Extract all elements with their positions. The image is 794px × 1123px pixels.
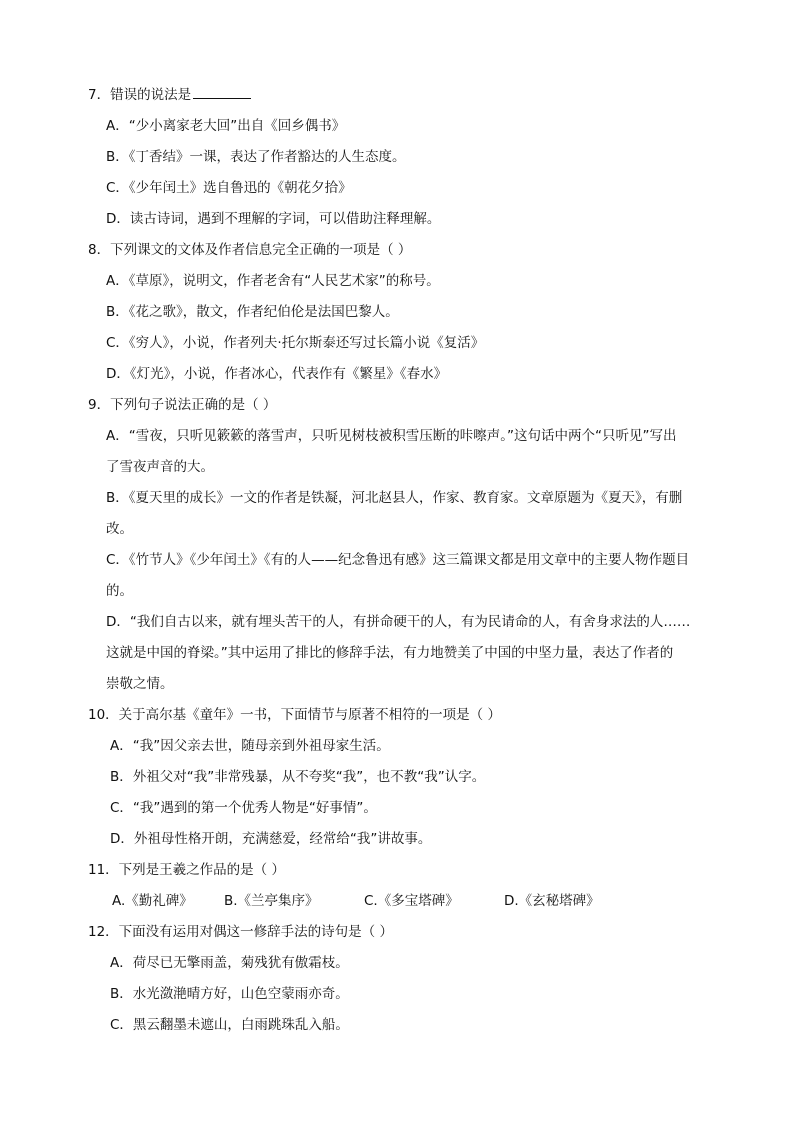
question-10-option-a: A．“我”因父亲去世，随母亲到外祖母家生活。 xyxy=(110,738,390,754)
question-11-options-row xyxy=(88,886,714,917)
question-12 xyxy=(88,917,714,1041)
question-11 xyxy=(88,855,714,917)
question-7-stem-text: 7．错误的说法是 xyxy=(88,87,192,103)
question-11-option-a: A.《勤礼碑》 xyxy=(112,893,193,909)
question-12-option-a: A．荷尽已无擎雨盖，菊残犹有傲霜枝。 xyxy=(110,955,349,971)
question-9-option-c-line-1: C．《竹节人》《少年闰土》《有的人——纪念鲁迅有感》这三篇课文都是用文章中的主要人物作题目 xyxy=(106,552,690,568)
question-7-option-b: B．《丁香结》一课，表达了作者豁达的人生态度。 xyxy=(106,149,406,165)
question-9-option-d-line-2: 这就是中国的脊梁。”其中运用了排比的修辞手法，有力地赞美了中国的中坚力量，表达了作者的 xyxy=(106,645,674,661)
question-10-option-b: B．外祖父对“我”非常残暴，从不夸奖“我”，也不教“我”认字。 xyxy=(110,769,486,785)
question-10-stem: 10．关于高尔基《童年》一书，下面情节与原著不相符的一项是（ ） xyxy=(88,707,501,723)
question-8-option-d: D．《灯光》，小说，作者冰心，代表作有《繁星》《春水》 xyxy=(106,366,448,382)
question-11-stem: 11．下列是王羲之作品的是（ ） xyxy=(88,862,285,878)
question-12-option-b: B．水光潋滟晴方好，山色空蒙雨亦奇。 xyxy=(110,986,349,1002)
question-10 xyxy=(88,700,714,855)
question-7-stem xyxy=(88,80,714,111)
question-12-option-c: C．黑云翻墨未遮山，白雨跳珠乱入船。 xyxy=(110,1017,349,1033)
question-9-option-b-line-1: B．《夏天里的成长》一文的作者是铁凝，河北赵县人，作家、教育家。文章原题为《夏天》，有删 xyxy=(106,490,683,506)
question-9-option-a-line-1: A．“雪夜，只听见簌簌的落雪声，只听见树枝被积雪压断的咔嚓声。”这句话中两个“只听见”写出 xyxy=(106,428,677,444)
question-11-option-c: C.《多宝塔碑》 xyxy=(364,893,459,909)
question-9-option-c-line-2: 的。 xyxy=(106,583,133,599)
question-8-option-a: A．《草原》，说明文，作者老舍有“人民艺术家”的称号。 xyxy=(106,273,440,289)
question-11-option-d: D.《玄秘塔碑》 xyxy=(504,893,600,909)
question-9 xyxy=(88,390,714,700)
question-7-option-d: D．读古诗词，遇到不理解的字词，可以借助注释理解。 xyxy=(106,211,441,227)
question-9-option-a-line-2: 了雪夜声音的大。 xyxy=(106,459,214,475)
question-10-option-d: D．外祖母性格开朗，充满慈爱，经常给“我”讲故事。 xyxy=(110,831,432,847)
question-9-option-d-line-3: 崇敬之情。 xyxy=(106,676,174,692)
question-8-stem: 8．下列课文的文体及作者信息完全正确的一项是（ ） xyxy=(88,242,412,258)
question-7-option-c: C．《少年闰土》选自鲁迅的《朝花夕拾》 xyxy=(106,180,352,196)
answer-blank xyxy=(193,84,251,99)
question-7 xyxy=(88,80,714,235)
question-11-option-b: B.《兰亭集序》 xyxy=(224,893,319,909)
question-9-stem: 9．下列句子说法正确的是（ ） xyxy=(88,397,277,413)
question-8 xyxy=(88,235,714,390)
question-12-stem: 12．下面没有运用对偶这一修辞手法的诗句是（ ） xyxy=(88,924,393,940)
question-9-option-d-line-1: D．“我们自古以来，就有埋头苦干的人，有拼命硬干的人，有为民请命的人，有舍身求法的人…… xyxy=(106,614,691,630)
question-10-option-c: C．“我”遇到的第一个优秀人物是“好事情”。 xyxy=(110,800,377,816)
question-8-option-b: B．《花之歌》，散文，作者纪伯伦是法国巴黎人。 xyxy=(106,304,399,320)
question-8-option-c: C．《穷人》，小说，作者列夫·托尔斯泰还写过长篇小说《复活》 xyxy=(106,335,485,351)
question-7-option-a: A．“少小离家老大回”出自《回乡偶书》 xyxy=(106,118,346,134)
question-9-option-b-line-2: 改。 xyxy=(106,521,133,537)
